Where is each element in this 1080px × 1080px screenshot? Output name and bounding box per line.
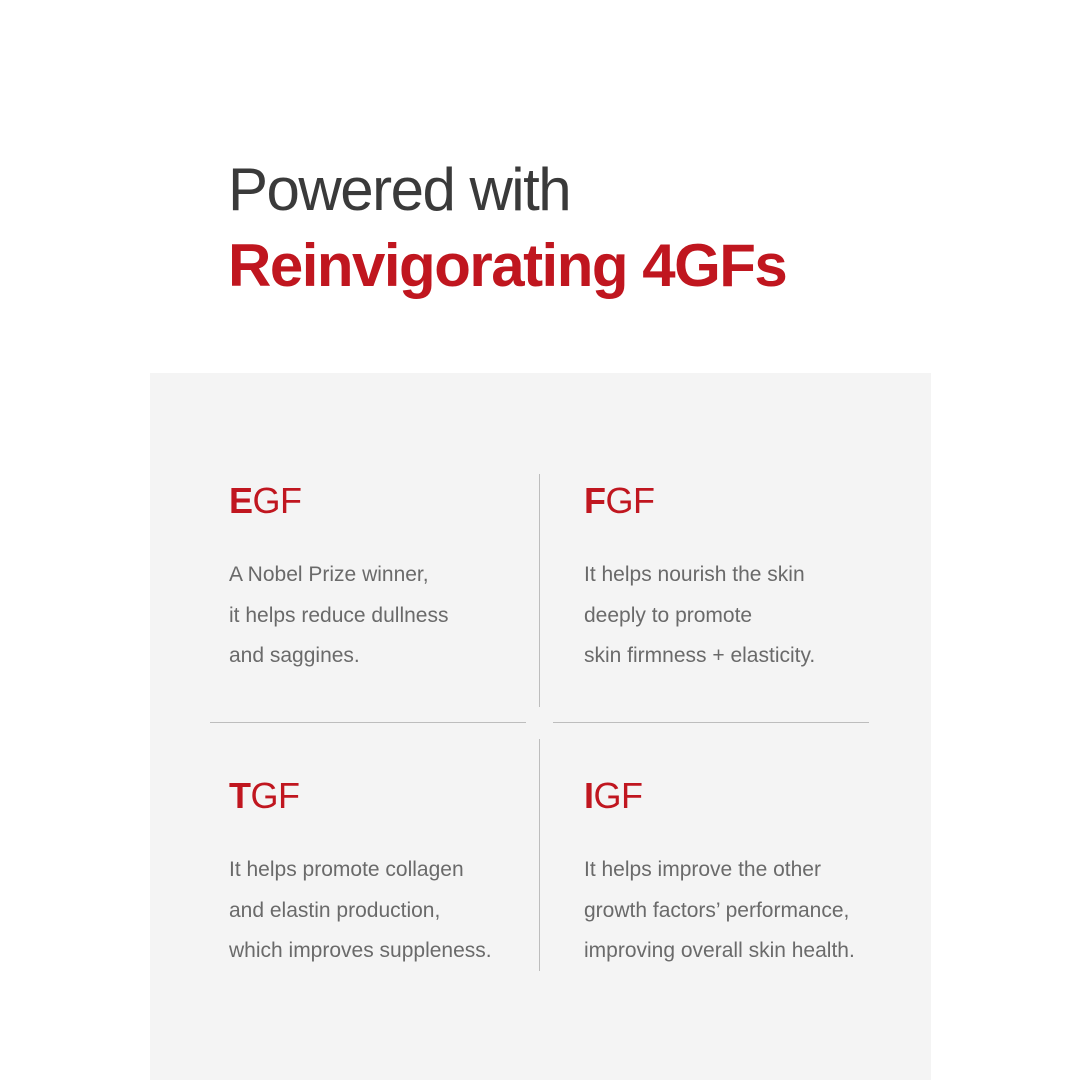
egf-description-line: it helps reduce dullness bbox=[229, 603, 449, 627]
egf-description-line: A Nobel Prize winner, bbox=[229, 563, 429, 586]
tgf-description bbox=[229, 850, 492, 972]
tgf-description-line: and elastin production, bbox=[229, 898, 441, 922]
growth-factors-panel bbox=[150, 373, 931, 1080]
egf-card bbox=[229, 481, 448, 677]
fgf-title-lead: F bbox=[584, 480, 606, 521]
igf-title-rest: GF bbox=[593, 775, 643, 816]
fgf-title-rest: GF bbox=[605, 480, 655, 521]
right-horizontal-divider bbox=[553, 722, 869, 723]
bottom-vertical-divider bbox=[539, 739, 540, 971]
egf-title bbox=[229, 481, 448, 521]
tgf-description-line: It helps promote collagen bbox=[229, 858, 464, 881]
fgf-description bbox=[584, 555, 815, 677]
igf-description bbox=[584, 850, 855, 972]
igf-description-line: growth factors’ performance, bbox=[584, 898, 850, 922]
igf-card bbox=[584, 776, 855, 972]
tgf-title-lead: T bbox=[229, 775, 251, 816]
egf-title-lead: E bbox=[229, 480, 253, 521]
igf-description-line: improving overall skin health. bbox=[584, 939, 855, 962]
tgf-card bbox=[229, 776, 492, 972]
left-horizontal-divider bbox=[210, 722, 526, 723]
headline bbox=[228, 152, 786, 304]
fgf-description-line: It helps nourish the skin bbox=[584, 563, 805, 586]
egf-description-line: and saggines. bbox=[229, 644, 360, 667]
igf-title bbox=[584, 776, 855, 816]
igf-title-lead: I bbox=[584, 775, 594, 816]
fgf-description-line: skin firmness + elasticity. bbox=[584, 644, 816, 667]
headline-line-2: Reinvigorating 4GFs bbox=[228, 232, 787, 299]
tgf-description-line: which improves suppleness. bbox=[229, 939, 492, 962]
top-vertical-divider bbox=[539, 474, 540, 707]
egf-description bbox=[229, 555, 448, 677]
tgf-title bbox=[229, 776, 492, 816]
egf-title-rest: GF bbox=[252, 480, 302, 521]
igf-description-line: It helps improve the other bbox=[584, 858, 821, 881]
fgf-card bbox=[584, 481, 815, 677]
tgf-title-rest: GF bbox=[250, 775, 300, 816]
headline-line-1: Powered with bbox=[228, 156, 571, 223]
fgf-title bbox=[584, 481, 815, 521]
fgf-description-line: deeply to promote bbox=[584, 603, 753, 627]
